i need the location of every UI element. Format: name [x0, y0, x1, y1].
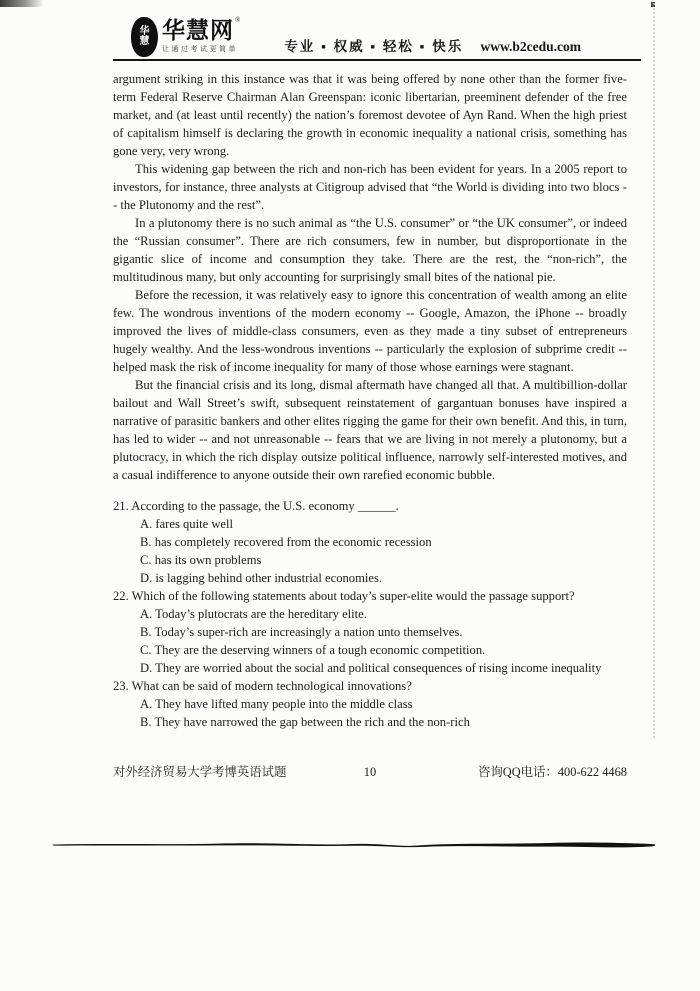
question-22: [113, 587, 627, 677]
passage-paragraph: But the financial crisis and its long, dismal aftermath have changed all that. A multibillion-dollar bailout and Wall Street’s swift, subsequent reinstatement of gargantuan bonuses have inspired a narrative of parasitic bankers and other elites rigging the game for their own benefit. And this, in turn, has led to wider -- and not unreasonable -- fears that we are living in not merely a plutonomy, but a plutocracy, in which the rich display outsize political influence, narrowly self-interested motives, and a casual indifference to anyone outside their own rarefied economic bubble.: [113, 378, 627, 482]
question-21-option-a: A. fares quite well: [140, 517, 234, 531]
question-22-option-b: B. Today’s super-rich are increasingly a nation unto themselves.: [140, 625, 463, 639]
question-number: 22.: [113, 589, 129, 603]
brand-seal-icon: [131, 17, 158, 57]
passage-paragraph: This widening gap between the rich and non-rich has been evident for years. In a 2005 report to investors, for instance, three analysts at Citigroup advised that “the World is dividing into two blocs -- the Plutonomy and the rest”.: [113, 162, 627, 212]
passage-paragraph: Before the recession, it was relatively easy to ignore this concentration of wealth among an elite few. The wondrous inventions of the modern economy -- Google, Amazon, the iPhone -- broadly improved the lives of middle-class consumers, even as they made a tiny subset of entrepreneurs hugely wealthy. And the less-wondrous inventions -- particularly the explosion of subprime credit -- helped mask the risk of income inequality for many of those whose earnings were stagnant.: [113, 288, 627, 374]
header-slogan: 专业 ▪ 权威 ▪ 轻松 ▪ 快乐: [284, 39, 464, 54]
brand-logo: [131, 17, 240, 57]
question-22-option-d: D. They are worried about the social and political consequences of rising income inequality: [140, 661, 602, 675]
question-text: Which of the following statements about today’s super-elite would the passage support?: [131, 589, 575, 603]
question-23-option-a: A. They have lifted many people into the middle class: [140, 697, 413, 711]
question-22-option-a: A. Today’s plutocrats are the hereditary elite.: [140, 607, 367, 621]
page-footer: [113, 762, 627, 780]
seal-char-top: 华: [139, 26, 150, 37]
question-23-option-b: B. They have narrowed the gap between the rich and the non-rich: [140, 715, 470, 729]
question-21-option-b: B. has completely recovered from the economic recession: [140, 535, 432, 549]
question-21: [113, 497, 627, 587]
question-23: [113, 677, 627, 731]
question-section: [113, 497, 627, 731]
reading-passage: [113, 70, 627, 731]
passage-paragraph: argument striking in this instance was that it was being offered by none other than the former five-term Federal Reserve Chairman Alan Greenspan: iconic libertarian, preeminent defender of the free market, and (at least until recently) the nation’s foremost devotee of Ayn Rand. When the high priest of capitalism himself is declaring the growth in economic inequality a national crisis, something has gone very, very wrong.: [113, 72, 627, 158]
brand-name: 华慧网: [162, 17, 234, 43]
seal-char-bottom: 慧: [139, 36, 150, 47]
brand-tagline: 让通过考试更简单: [162, 46, 238, 53]
question-number: 23.: [113, 679, 129, 693]
registered-trademark-icon: ®: [235, 16, 241, 24]
page-number: 10: [363, 765, 377, 779]
question-number: 21.: [113, 499, 129, 513]
question-21-option-d: D. is lagging behind other industrial economies.: [140, 571, 383, 585]
scan-corner-smudge: [0, 0, 44, 7]
scan-edge-dotted-line: [653, 3, 655, 738]
question-text: According to the passage, the U.S. economy ______.: [131, 499, 399, 513]
footer-exam-title: 对外经济贸易大学考博英语试题: [113, 765, 287, 779]
question-text: What can be said of modern technological innovations?: [131, 679, 412, 693]
footer-contact: 咨询QQ电话：400-622 4468: [477, 765, 627, 779]
page-header: [113, 8, 641, 61]
website-url: www.b2cedu.com: [480, 39, 581, 54]
question-21-option-c: C. has its own problems: [140, 553, 262, 567]
question-22-option-c: C. They are the deserving winners of a tough economic competition.: [140, 643, 486, 657]
passage-paragraph: In a plutonomy there is no such animal as “the U.S. consumer” or “the UK consumer”, or indeed the “Russian consumer”. There are rich consumers, few in number, but disproportionate in the gigantic slice of income and consumption they take. There are the rest, the “non-rich”, the multitudinous many, but only accounting for surprisingly small bites of the national pie.: [113, 216, 627, 284]
scan-fold-line: [48, 836, 660, 857]
